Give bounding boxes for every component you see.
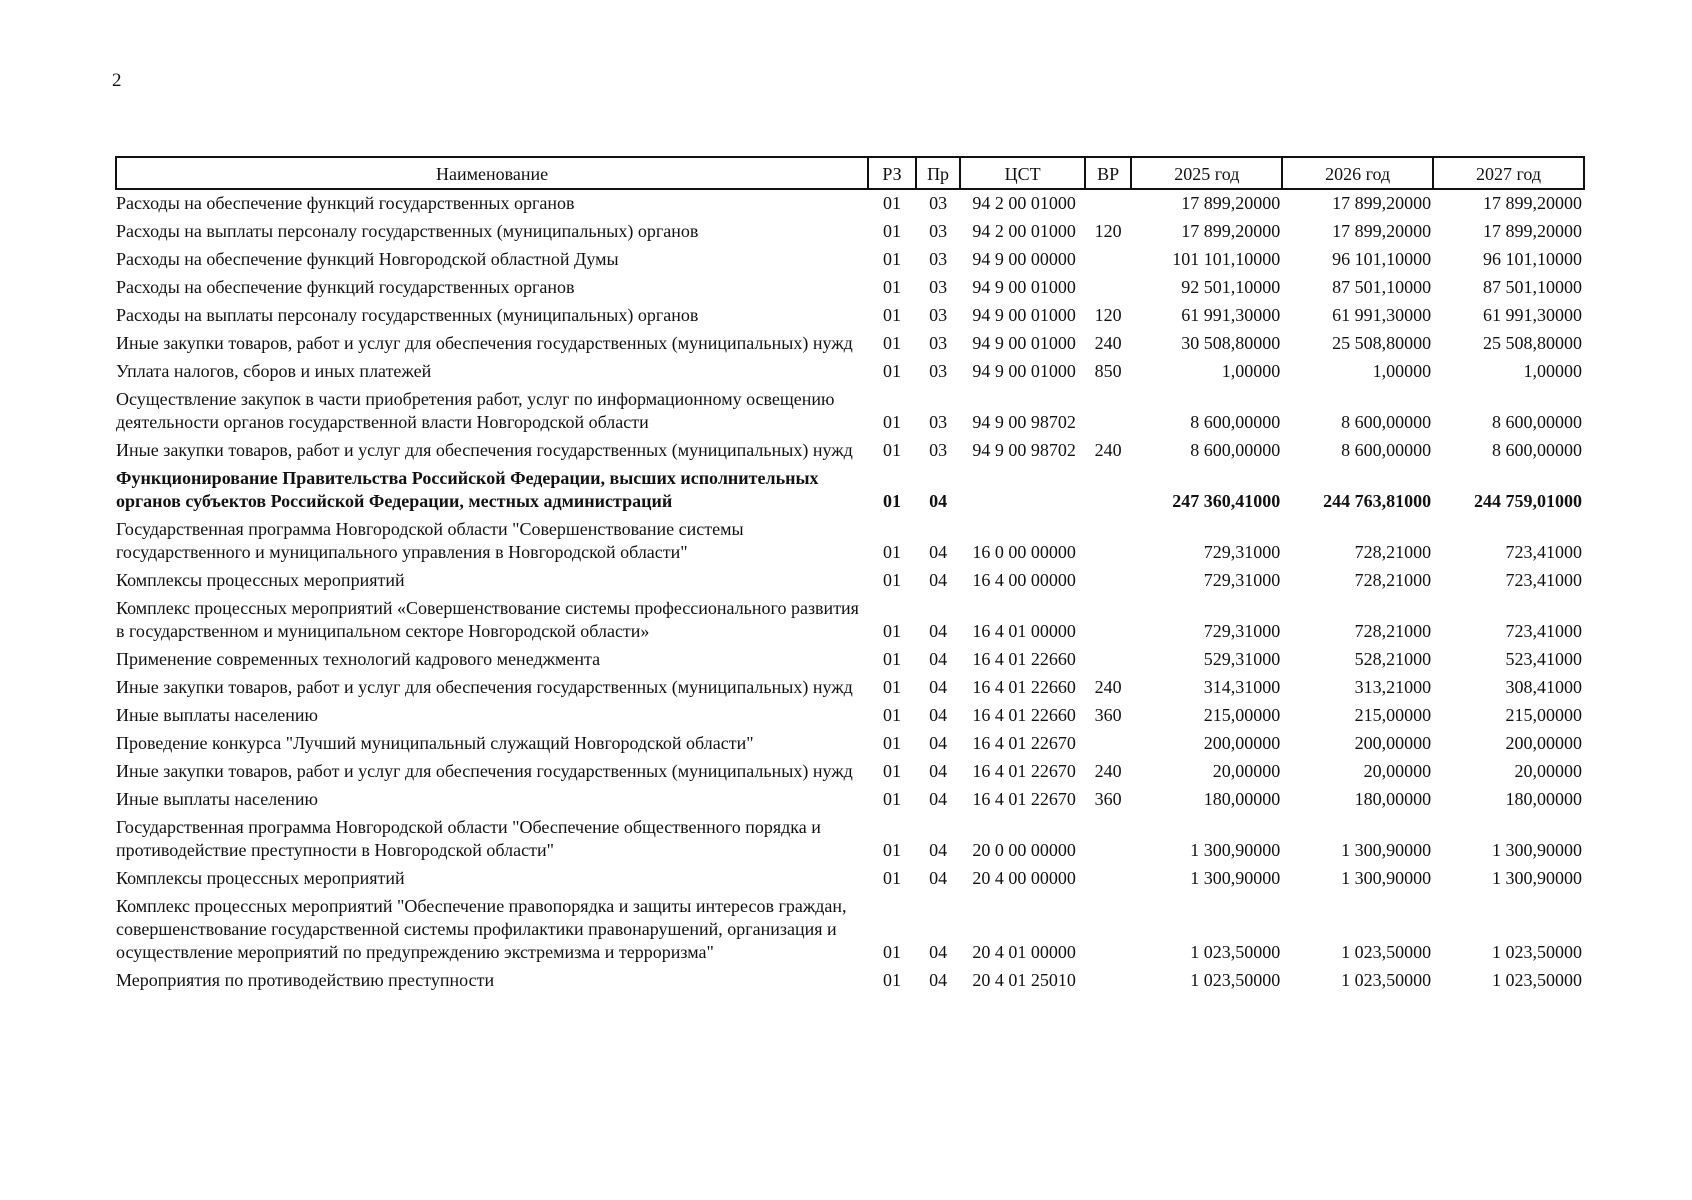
row-cst: 94 9 00 00000 [972,249,1076,269]
row-rz: 01 [883,305,901,325]
table-row [116,274,1584,302]
row-2025: 92 501,10000 [1181,277,1281,297]
row-2027: 8 600,00000 [1492,412,1582,432]
row-name: Применение современных технологий кадрового менеджмента [116,649,601,669]
row-rz: 01 [883,868,901,888]
row-2026: 1 300,90000 [1341,840,1432,860]
row-2027: 723,41000 [1505,570,1582,590]
row-2025: 200,00000 [1203,733,1281,753]
row-2027: 1 300,90000 [1492,840,1582,860]
row-vr [1085,730,1132,758]
table-row [116,865,1584,893]
row-pr: 04 [929,491,948,511]
row-2025: 180,00000 [1203,789,1281,809]
row-pr: 03 [929,333,948,353]
table-row [116,358,1584,386]
table-row [116,730,1584,758]
row-rz: 01 [883,249,901,269]
row-2027: 723,41000 [1505,542,1582,562]
row-vr [1085,865,1132,893]
row-pr: 04 [929,970,948,990]
row-2026: 20,00000 [1363,761,1432,781]
budget-table [115,156,1585,995]
row-2027: 723,41000 [1505,621,1582,641]
row-vr [1085,246,1132,274]
row-name: Расходы на обеспечение функций государственных органов [116,193,575,213]
table-row [116,465,1584,516]
row-2025: 247 360,41000 [1172,491,1281,511]
row-rz: 01 [883,942,901,962]
row-vr [1085,189,1132,218]
row-2025: 101 101,10000 [1172,249,1281,269]
row-pr: 04 [929,840,948,860]
row-vr [1085,814,1132,865]
row-pr: 03 [929,440,948,460]
row-2026: 728,21000 [1354,542,1432,562]
row-pr: 03 [929,221,948,241]
row-pr: 04 [929,705,948,725]
row-2027: 215,00000 [1505,705,1582,725]
row-rz: 01 [883,840,901,860]
row-2025: 17 899,20000 [1181,193,1281,213]
row-pr: 03 [929,412,948,432]
row-name: Иные закупки товаров, работ и услуг для обеспечения государственных (муниципальных) нужд [116,761,853,781]
row-2025: 729,31000 [1203,570,1281,590]
row-cst: 94 2 00 01000 [972,193,1076,213]
row-vr [1085,465,1132,516]
row-2026: 17 899,20000 [1332,221,1432,241]
row-rz: 01 [883,761,901,781]
row-name: Комплекс процессных мероприятий "Обеспечение правопорядка и защиты интересов граждан, совершенствование государственной системы профилактики правонарушений, организация и осуществление мероприятий по предупреждению экстремизма и терроризма" [116,896,847,962]
row-pr: 04 [929,868,948,888]
row-2027: 20,00000 [1514,761,1582,781]
row-2026: 87 501,10000 [1332,277,1432,297]
row-2027: 1 300,90000 [1492,868,1582,888]
row-rz: 01 [883,705,901,725]
row-vr [1085,386,1132,437]
row-2025: 8 600,00000 [1190,440,1281,460]
row-2026: 25 508,80000 [1332,333,1432,353]
table-row [116,218,1584,246]
row-2027: 8 600,00000 [1492,440,1582,460]
row-2026: 313,21000 [1354,677,1432,697]
row-cst: 16 4 00 00000 [972,570,1076,590]
row-2025: 1 023,50000 [1190,970,1281,990]
row-name: Иные закупки товаров, работ и услуг для обеспечения государственных (муниципальных) нужд [116,677,853,697]
table-row [116,330,1584,358]
row-2027: 17 899,20000 [1483,221,1582,241]
row-name: Осуществление закупок в части приобретения работ, услуг по информационному освещению деятельности органов государственной власти Новгородской области [116,389,835,432]
row-name: Государственная программа Новгородской области "Совершенствование системы государственного и муниципального управления в Новгородской области" [116,519,744,562]
row-cst: 20 0 00 00000 [972,840,1076,860]
table-row [116,386,1584,437]
row-2026: 1 023,50000 [1341,942,1432,962]
row-2026: 8 600,00000 [1341,440,1432,460]
row-vr [1085,274,1132,302]
row-2026: 96 101,10000 [1332,249,1432,269]
row-cst: 16 4 01 22670 [972,733,1076,753]
row-rz: 01 [883,361,901,381]
row-rz: 01 [883,412,901,432]
row-2025: 314,31000 [1203,677,1281,697]
row-pr: 03 [929,305,948,325]
row-pr: 04 [929,570,948,590]
row-name: Комплексы процессных мероприятий [116,868,405,888]
row-2025: 529,31000 [1203,649,1281,669]
row-name: Расходы на обеспечение функций государственных органов [116,277,575,297]
row-cst: 20 4 00 00000 [972,868,1076,888]
row-cst: 16 0 00 00000 [972,542,1076,562]
row-vr: 240 [1094,440,1122,460]
row-2025: 17 899,20000 [1181,221,1281,241]
row-cst: 16 4 01 22660 [972,705,1076,725]
row-rz: 01 [883,440,901,460]
table-row [116,814,1584,865]
row-vr [1085,967,1132,995]
row-2025: 1 023,50000 [1190,942,1281,962]
table-row [116,702,1584,730]
row-vr: 120 [1094,221,1122,241]
row-pr: 04 [929,621,948,641]
table-row [116,786,1584,814]
row-rz: 01 [883,277,901,297]
row-2027: 25 508,80000 [1483,333,1582,353]
row-2026: 17 899,20000 [1332,193,1432,213]
row-rz: 01 [883,333,901,353]
row-pr: 03 [929,277,948,297]
row-cst: 16 4 01 22660 [972,649,1076,669]
row-2025: 8 600,00000 [1190,412,1281,432]
row-name: Проведение конкурса "Лучший муниципальный служащий Новгородской области" [116,733,754,753]
row-rz: 01 [883,570,901,590]
row-cst [960,465,1085,516]
row-rz: 01 [883,621,901,641]
row-cst: 20 4 01 00000 [972,942,1076,962]
header-2027: 2027 год [1433,157,1584,189]
row-vr: 240 [1094,333,1122,353]
row-pr: 04 [929,733,948,753]
row-vr: 360 [1094,705,1122,725]
row-name: Расходы на выплаты персоналу государственных (муниципальных) органов [116,221,699,241]
table-header [116,157,1584,189]
row-pr: 03 [929,361,948,381]
row-pr: 03 [929,249,948,269]
header-name: Наименование [116,157,868,189]
row-rz: 01 [883,789,901,809]
row-vr: 240 [1094,677,1122,697]
row-pr: 04 [929,789,948,809]
row-cst: 94 9 00 01000 [972,333,1076,353]
table-body [116,189,1584,995]
table-row [116,437,1584,465]
table-row [116,516,1584,567]
row-name: Функционирование Правительства Российской Федерации, высших исполнительных органов субъектов Российской Федерации, местных администраций [116,468,819,511]
table-row [116,302,1584,330]
row-pr: 04 [929,542,948,562]
row-2027: 61 991,30000 [1483,305,1582,325]
row-2027: 1 023,50000 [1492,942,1582,962]
row-vr [1085,567,1132,595]
row-rz: 01 [883,221,901,241]
row-2025: 215,00000 [1203,705,1281,725]
row-cst: 94 9 00 01000 [972,277,1076,297]
row-2026: 215,00000 [1354,705,1432,725]
row-name: Расходы на обеспечение функций Новгородской областной Думы [116,249,619,269]
row-name: Иные закупки товаров, работ и услуг для обеспечения государственных (муниципальных) нужд [116,333,853,353]
row-cst: 16 4 01 22670 [972,761,1076,781]
row-2027: 200,00000 [1505,733,1582,753]
row-2027: 244 759,01000 [1474,491,1582,511]
row-rz: 01 [883,733,901,753]
header-vr: ВР [1085,157,1132,189]
row-name: Иные выплаты населению [116,789,318,809]
row-2026: 61 991,30000 [1332,305,1432,325]
row-cst: 16 4 01 00000 [972,621,1076,641]
row-name: Комплекс процессных мероприятий «Совершенствование системы профессионального развития в государственном и муниципальном секторе Новгородской области» [116,598,859,641]
row-2026: 1,00000 [1372,361,1432,381]
row-2026: 728,21000 [1354,621,1432,641]
table-row [116,674,1584,702]
row-2027: 180,00000 [1505,789,1582,809]
row-cst: 94 9 00 98702 [972,440,1076,460]
row-2027: 1,00000 [1523,361,1582,381]
row-2025: 30 508,80000 [1181,333,1281,353]
row-pr: 03 [929,193,948,213]
row-2027: 523,41000 [1505,649,1582,669]
row-rz: 01 [883,970,901,990]
row-2027: 87 501,10000 [1483,277,1582,297]
row-2027: 17 899,20000 [1483,193,1582,213]
table-row [116,189,1584,218]
table-row [116,893,1584,967]
row-name: Уплата налогов, сборов и иных платежей [116,361,432,381]
row-2026: 528,21000 [1354,649,1432,669]
row-cst: 16 4 01 22660 [972,677,1076,697]
page-number: 2 [112,70,122,91]
table-row [116,758,1584,786]
row-cst: 94 2 00 01000 [972,221,1076,241]
row-2026: 1 023,50000 [1341,970,1432,990]
row-2025: 729,31000 [1203,621,1281,641]
row-rz: 01 [883,677,901,697]
row-pr: 04 [929,942,948,962]
header-cst: ЦСТ [960,157,1085,189]
row-cst: 94 9 00 01000 [972,361,1076,381]
row-2026: 1 300,90000 [1341,868,1432,888]
table-row [116,967,1584,995]
table-row [116,246,1584,274]
header-2025: 2025 год [1131,157,1282,189]
row-vr [1085,646,1132,674]
row-2025: 1 300,90000 [1190,868,1281,888]
row-vr: 120 [1094,305,1122,325]
header-2026: 2026 год [1282,157,1433,189]
row-pr: 04 [929,761,948,781]
row-2025: 1,00000 [1221,361,1281,381]
row-2026: 8 600,00000 [1341,412,1432,432]
row-rz: 01 [883,491,901,511]
row-name: Государственная программа Новгородской области "Обеспечение общественного порядка и противодействие преступности в Новгородской области" [116,817,821,860]
row-rz: 01 [883,649,901,669]
row-2027: 308,41000 [1505,677,1582,697]
row-vr: 360 [1094,789,1122,809]
row-2027: 1 023,50000 [1492,970,1582,990]
row-pr: 04 [929,677,948,697]
row-2026: 728,21000 [1354,570,1432,590]
row-vr [1085,893,1132,967]
row-2025: 729,31000 [1203,542,1281,562]
row-2027: 96 101,10000 [1483,249,1582,269]
table-row [116,595,1584,646]
row-vr [1085,516,1132,567]
row-2026: 200,00000 [1354,733,1432,753]
row-2026: 180,00000 [1354,789,1432,809]
row-name: Расходы на выплаты персоналу государственных (муниципальных) органов [116,305,699,325]
row-cst: 94 9 00 01000 [972,305,1076,325]
row-vr: 240 [1094,761,1122,781]
header-pr: Пр [916,157,961,189]
row-name: Мероприятия по противодействию преступности [116,970,495,990]
row-name: Иные выплаты населению [116,705,318,725]
row-vr [1085,595,1132,646]
row-vr: 850 [1094,361,1122,381]
row-2026: 244 763,81000 [1323,491,1432,511]
row-2025: 20,00000 [1212,761,1281,781]
row-rz: 01 [883,193,901,213]
row-2025: 61 991,30000 [1181,305,1281,325]
row-cst: 16 4 01 22670 [972,789,1076,809]
table-row [116,646,1584,674]
header-rz: РЗ [868,157,916,189]
row-cst: 94 9 00 98702 [972,412,1076,432]
row-name: Иные закупки товаров, работ и услуг для обеспечения государственных (муниципальных) нужд [116,440,853,460]
row-cst: 20 4 01 25010 [972,970,1076,990]
row-name: Комплексы процессных мероприятий [116,570,405,590]
row-rz: 01 [883,542,901,562]
table-row [116,567,1584,595]
row-2025: 1 300,90000 [1190,840,1281,860]
row-pr: 04 [929,649,948,669]
